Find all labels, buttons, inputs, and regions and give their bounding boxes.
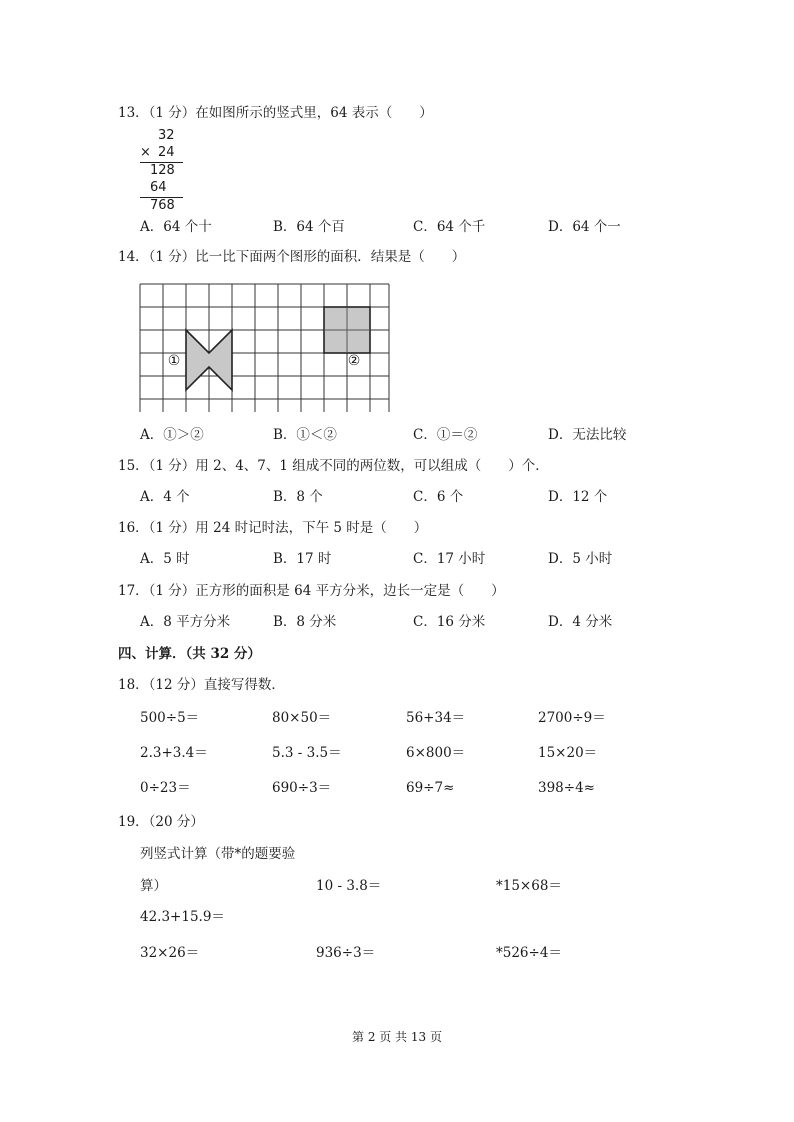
q17-option-d[interactable]: D．4 分米 [548, 614, 613, 630]
grid-figure [138, 282, 394, 414]
q18-item: 56+34＝ [406, 710, 466, 726]
q19-instruction: 列竖式计算（带*的题要验 [140, 846, 296, 862]
q16-option-a[interactable]: A．5 时 [140, 551, 190, 567]
q18-item: 2700÷9＝ [538, 710, 606, 726]
q14-option-a[interactable]: A．①＞② [140, 427, 204, 443]
q16-option-c[interactable]: C．17 小时 [413, 551, 486, 567]
question-14-stem: 14．（1 分）比一比下面两个图形的面积．结果是（ ） [118, 249, 466, 265]
q13-option-d[interactable]: D．64 个一 [548, 219, 621, 235]
q15-option-a[interactable]: A．4 个 [140, 489, 190, 505]
q13-option-b[interactable]: B．64 个百 [273, 219, 345, 235]
q17-option-b[interactable]: B．8 分米 [273, 614, 337, 630]
q18-item: 69÷7≈ [406, 780, 455, 796]
multiply-sign: × [140, 145, 151, 160]
shape-2-label: ② [347, 353, 361, 369]
q13-option-c[interactable]: C．64 个千 [413, 219, 486, 235]
q19-instruction-cont: 算） [140, 878, 167, 894]
q15-option-b[interactable]: B．8 个 [273, 489, 323, 505]
question-17-stem: 17．（1 分）正方形的面积是 64 平方分米，边长一定是（ ） [118, 583, 505, 599]
q16-option-d[interactable]: D．5 小时 [548, 551, 613, 567]
question-15-stem: 15．（1 分）用 2、4、7、1 组成不同的两位数，可以组成（ ）个． [118, 458, 549, 474]
q15-option-c[interactable]: C．6 个 [413, 489, 464, 505]
q18-item: 2.3+3.4＝ [140, 745, 208, 761]
question-19-stem: 19．（20 分） [118, 814, 204, 830]
vertical-multiplication [138, 128, 198, 212]
calc-line-1 [140, 162, 183, 163]
q14-option-d[interactable]: D．无法比较 [548, 427, 627, 443]
q19-item: *526÷4＝ [496, 945, 562, 961]
q14-option-c[interactable]: C．①＝② [413, 427, 478, 443]
q15-option-d[interactable]: D．12 个 [548, 489, 608, 505]
q18-item: 6×800＝ [406, 745, 466, 761]
question-18-stem: 18．（12 分）直接写得数． [118, 677, 285, 693]
q18-item: 0÷23＝ [140, 780, 191, 796]
multiplier: 24 [158, 145, 175, 160]
q19-item: 42.3+15.9＝ [140, 909, 225, 925]
q18-item: 15×20＝ [538, 745, 598, 761]
q16-option-b[interactable]: B．17 时 [273, 551, 332, 567]
partial-product-2: 64 [150, 180, 167, 195]
q14-option-b[interactable]: B．①＜② [273, 427, 337, 443]
q19-item: *15×68＝ [496, 878, 562, 894]
q19-item: 936÷3＝ [316, 945, 376, 961]
q13-option-a[interactable]: A．64 个十 [140, 219, 212, 235]
question-13-stem: 13．（1 分）在如图所示的竖式里，64 表示（ ） [118, 105, 433, 121]
multiplicand: 32 [158, 128, 175, 143]
q18-item: 5.3 - 3.5＝ [272, 745, 342, 761]
page-footer: 第 2 页 共 13 页 [352, 1030, 442, 1044]
q18-item: 500÷5＝ [140, 710, 200, 726]
q17-option-c[interactable]: C．16 分米 [413, 614, 486, 630]
q19-item: 10 - 3.8＝ [316, 878, 382, 894]
q18-item: 690÷3＝ [272, 780, 332, 796]
q19-item: 32×26＝ [140, 945, 200, 961]
q17-option-a[interactable]: A．8 平方分米 [140, 614, 231, 630]
product: 768 [150, 198, 175, 213]
partial-product-1: 128 [150, 163, 175, 178]
shape-1-label: ① [167, 353, 181, 369]
q18-item: 398÷4≈ [538, 780, 595, 796]
section-4-title: 四、计算．（共 32 分） [118, 646, 261, 662]
question-16-stem: 16．（1 分）用 24 时记时法，下午 5 时是（ ） [118, 520, 428, 536]
calc-line-2 [140, 197, 183, 198]
q18-item: 80×50＝ [272, 710, 332, 726]
